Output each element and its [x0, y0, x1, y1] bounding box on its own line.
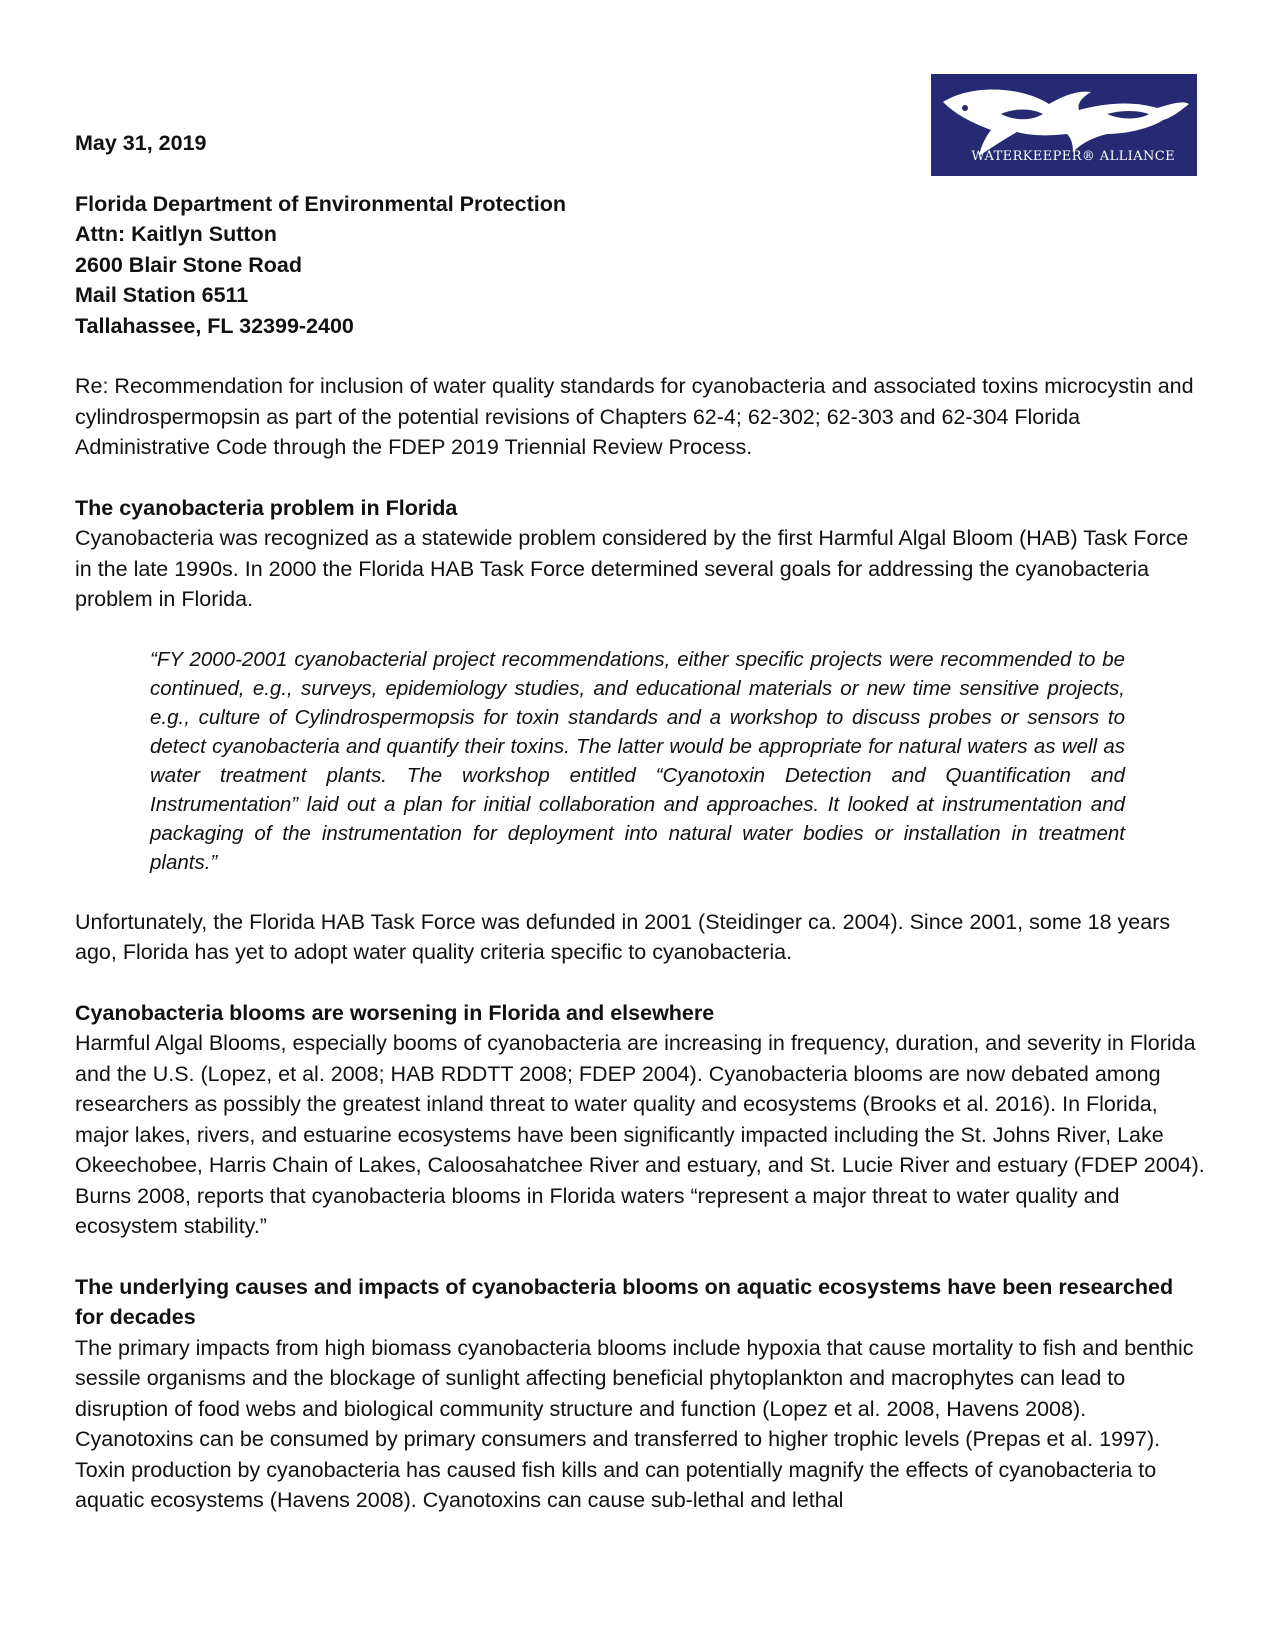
section-heading: Cyanobacteria blooms are worsening in Florida and elsewhere: [75, 1000, 715, 1025]
logo-text: WATERKEEPER® ALLIANCE: [971, 149, 1175, 164]
section-body: The primary impacts from high biomass cyanobacteria blooms include hypoxia that cause mortality to fish and benthic sessile organisms and the blockage of sunlight affecting beneficial phytoplankton and macrophytes can lead to disruption of food webs and biological community structure and function (Lopez et al. 2008, Havens 2008). Cyanotoxins can be consumed by primary consumers and transferred to higher trophic levels (Prepas et al. 1997). Toxin production by cyanobacteria has caused fish kills and can potentially magnify the effects of cyanobacteria to aquatic ecosystems (Havens 2008). Cyanotoxins can cause sub-lethal and lethal: [75, 1335, 1194, 1512]
section-body: Unfortunately, the Florida HAB Task Force was defunded in 2001 (Steidinger ca. 2004). Since 2001, some 18 years ago, Florida has yet to adopt water quality criteria specific to cyanobacteria.: [75, 909, 1171, 964]
address-line: Attn: Kaitlyn Sutton: [75, 222, 277, 246]
address-line: 2600 Blair Stone Road: [75, 252, 303, 277]
letter-content: [75, 128, 1205, 1516]
address-line: Tallahassee, FL 32399-2400: [75, 313, 354, 338]
address-line: Mail Station 6511: [75, 283, 249, 307]
subject-line: Re: Recommendation for inclusion of water quality standards for cyanobacteria and associated toxins microcystin and cylindrospermopsin as part of the potential revisions of Chapters 62-4; 62-302; 62-303 and 62-304 Florida Administrative Code through the FDEP 2019 Triennial Review Process.: [75, 374, 1194, 459]
address-line: Florida Department of Environmental Protection: [75, 191, 566, 216]
section-body: Cyanobacteria was recognized as a statewide problem considered by the first Harmful Algal Bloom (HAB) Task Force in the late 1990s. In 2000 the Florida HAB Task Force determined several goals for addressing the cyanobacteria problem in Florida.: [75, 526, 1189, 611]
recipient-address: [75, 189, 1205, 342]
section-heading: The underlying causes and impacts of cyanobacteria blooms on aquatic ecosystems have been researched for decades: [75, 1274, 1174, 1329]
section-body: Harmful Algal Blooms, especially booms of cyanobacteria are increasing in frequency, duration, and severity in Florida and the U.S. (Lopez, et al. 2008; HAB RDDTT 2008; FDEP 2004). Cyanobacteria blooms are now debated among researchers as possibly the greatest inland threat to water quality and ecosystems (Brooks et al. 2016). In Florida, major lakes, rivers, and estuarine ecosystems have been significantly impacted including the St. Johns River, Lake Okeechobee, Harris Chain of Lakes, Caloosahatchee River and estuary, and St. Lucie River and estuary (FDEP 2004). Burns 2008, reports that cyanobacteria blooms in Florida waters “represent a major threat to water quality and ecosystem stability.”: [75, 1031, 1205, 1238]
block-quote: “FY 2000-2001 cyanobacterial project recommendations, either specific projects were recommended to be continued, e.g., surveys, epidemiology studies, and educational materials or new time sensitive projects, e.g., culture of Cylindrospermopsis for toxin standards and a workshop to discuss probes or sensors to detect cyanobacteria and quantify their toxins. The latter would be appropriate for natural waters as well as water treatment plants. The workshop entitled “Cyanotoxin Detection and Quantification and Instrumentation” laid out a plan for initial collaboration and approaches. It looked at instrumentation and packaging of the instrumentation for deployment into natural water bodies or installation in treatment plants.”: [150, 647, 1125, 874]
section-heading: The cyanobacteria problem in Florida: [75, 495, 458, 520]
letter-date: May 31, 2019: [75, 131, 207, 155]
